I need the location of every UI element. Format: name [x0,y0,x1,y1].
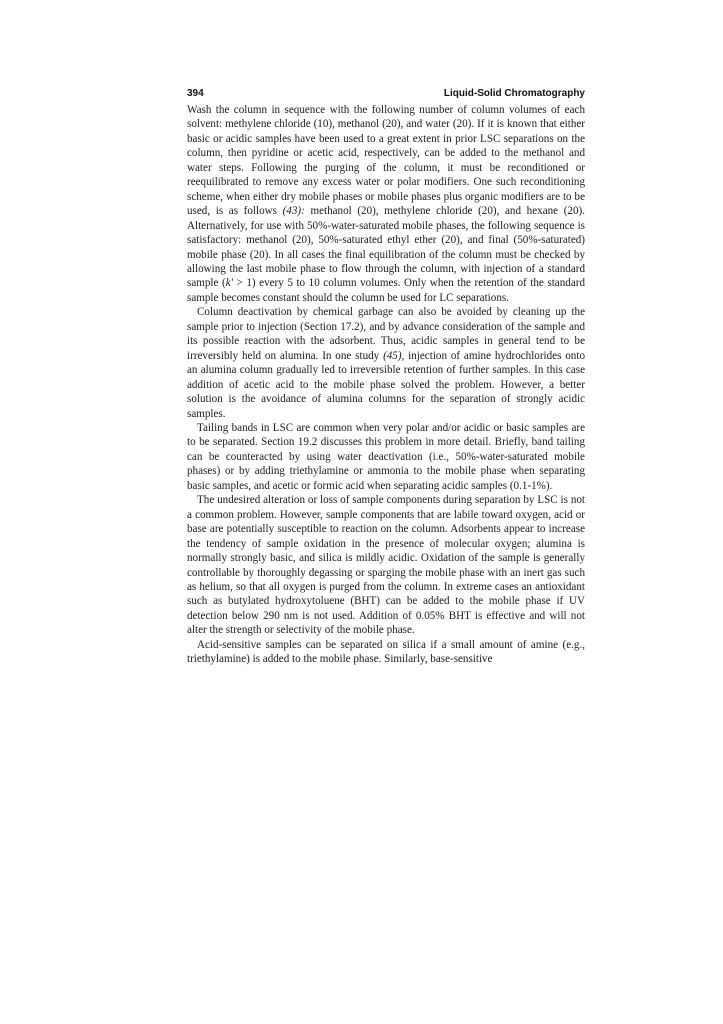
citation-45: (45), [383,349,405,362]
citation-43: (43): [282,205,305,218]
paragraph-1-text-a: Wash the column in sequence with the following number of column volumes of each solvent: methylene chloride (10), methanol (20), and water (20). If it is known that either basic or acidic samples have been used to a great extent in prior LSC separations on the column, then pyridine or acetic acid, respectively, can be added to the methanol and water steps. Following the purging of the column, it must be reconditioned or reequilibrated to remove any excess water or polar modifiers. One such reconditioning scheme, when either dry mobile phases or mobile phases plus organic modifiers are to be used, is as follows [187,104,585,218]
paragraph-3: Tailing bands in LSC are common when very polar and/or acidic or basic samples are to be separated. Section 19.2 discusses this problem in more detail. Briefly, band tailing can be counteracted by using water deactivation (i.e., 50%-water-saturated mobile phases) or by adding triethylamine or ammonia to the mobile phase when separating basic samples, and acetic or formic acid when separating acidic samples (0.1-1%). [187,421,585,492]
paragraph-2 [187,305,585,421]
running-title: Liquid-Solid Chromatography [443,88,585,99]
k-prime-symbol: k' [225,277,233,290]
body-text [187,103,585,667]
page-number: 394 [187,88,204,99]
paragraph-2-text-a: Column deactivation by chemical garbage can also be avoided by cleaning up the sample prior to injection (Section 17.2), and by advance consideration of the sample and its possible reaction with the adsorbent. Thus, acidic samples in general tend to be irreversibly held on alumina. In one study [187,306,585,362]
paragraph-4: The undesired alteration or loss of sample components during separation by LSC is not a common problem. However, sample components that are labile toward oxygen, acid or base are potentially susceptible to reaction on the column. Adsorbents appear to increase the tendency of sample oxidation in the presence of molecular oxygen; alumina is normally strongly basic, and silica is mildly acidic. Oxidation of the sample is generally controllable by thoroughly degassing or sparging the mobile phase with an inert gas such as helium, so that all oxygen is purged from the column. In extreme cases an antioxidant such as butylated hydroxytoluene (BHT) can be added to the mobile phase if UV detection below 290 nm is not used. Addition of 0.05% BHT is effective and will not alter the strength or selectivity of the mobile phase. [187,494,585,637]
paragraph-1-text-c: > 1) every 5 to 10 column volumes. Only when the retention of the standard sample becomes constant should the column be used for LC separations. [187,277,585,304]
running-header [187,88,585,102]
paragraph-5: Acid-sensitive samples can be separated on silica if a small amount of amine (e.g., triethylamine) is added to the mobile phase. Similarly, base-sensitive [187,638,585,666]
paragraph-2-text-b: injection of amine hydrochlorides onto an alumina column gradually led to irreversible retention of further samples. In this case addition of acetic acid to the mobile phase solved the problem. However, a better solution is the avoidance of alumina columns for the separation of strongly acidic samples. [187,349,585,420]
paragraph-1-text-b: methanol (20), methylene chloride (20), and hexane (20). Alternatively, for use with 50%-water-saturated mobile phases, the following sequence is satisfactory: methanol (20), 50%-saturated ethyl ether (20), and final (50%-saturated) mobile phase (20). In all cases the final equilibration of the column must be checked by allowing the last mobile phase to flow through the column, with injection of a standard sample ( [187,205,585,290]
paragraph-1 [187,103,585,305]
